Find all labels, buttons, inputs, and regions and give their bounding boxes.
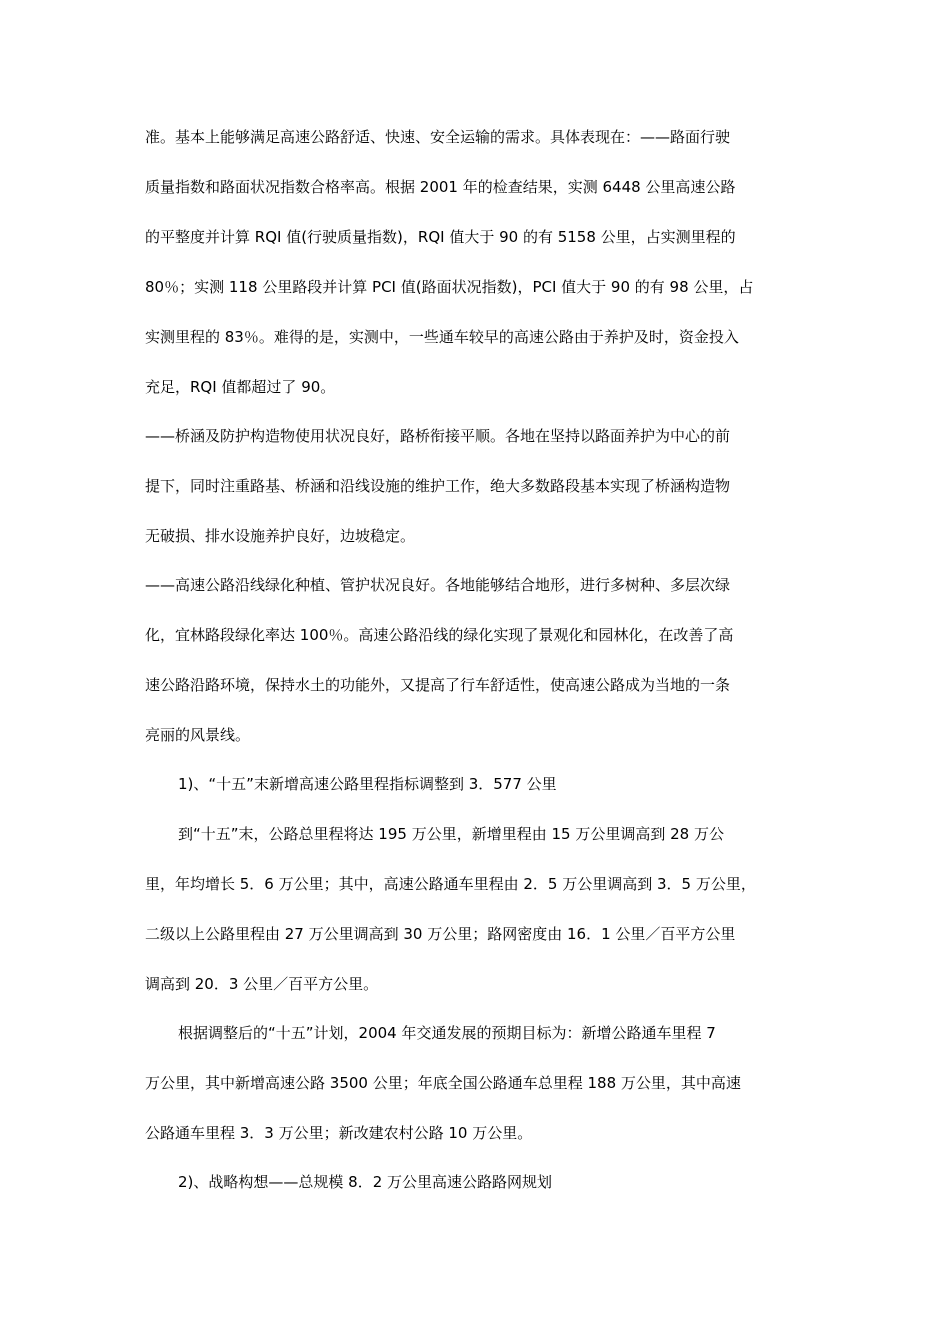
text-line: 万公里，其中新增高速公路 3500 公里；年底全国公路通车总里程 188 万公里，其中高速 [145, 1074, 741, 1092]
text-line: 充足，RQI 值都超过了 90。 [145, 378, 336, 396]
text-line: 80％；实测 118 公里路段并计算 PCI 值(路面状况指数)，PCI 值大于 90 的有 98 公里，占 [145, 278, 754, 296]
text-line: 根据调整后的“十五”计划，2004 年交通发展的预期目标为：新增公路通车里程 7 [178, 1024, 716, 1042]
section-heading: 2)、战略构想——总规模 8．2 万公里高速公路路网规划 [178, 1173, 553, 1191]
text-line: 亮丽的风景线。 [145, 726, 251, 744]
text-line: 准。基本上能够满足高速公路舒适、快速、安全运输的需求。具体表现在：——路面行驶 [145, 128, 731, 146]
text-line: 质量指数和路面状况指数合格率高。根据 2001 年的检查结果，实测 6448 公里高速公路 [145, 178, 736, 196]
text-line: 化，宜林路段绿化率达 100％。高速公路沿线的绿化实现了景观化和园林化，在改善了高 [145, 626, 734, 644]
text-line: ——桥涵及防护构造物使用状况良好，路桥衔接平顺。各地在坚持以路面养护为中心的前 [145, 427, 731, 445]
text-line: 的平整度并计算 RQI 值(行驶质量指数)，RQI 值大于 90 的有 5158 公里，占实测里程的 [145, 228, 736, 246]
text-line: 到“十五”末，公路总里程将达 195 万公里，新增里程由 15 万公里调高到 28 万公 [178, 825, 724, 843]
text-line: 里，年均增长 5．6 万公里；其中，高速公路通车里程由 2．5 万公里调高到 3．5 万公里， [145, 875, 756, 893]
text-line: 二级以上公路里程由 27 万公里调高到 30 万公里；路网密度由 16．1 公里／百平方公里 [145, 925, 736, 943]
text-line: 公路通车里程 3．3 万公里；新改建农村公路 10 万公里。 [145, 1124, 533, 1142]
section-heading: 1)、“十五”末新增高速公路里程指标调整到 3．577 公里 [178, 775, 557, 793]
text-line: 无破损、排水设施养护良好，边坡稳定。 [145, 527, 416, 545]
text-line: 速公路沿路环境，保持水土的功能外，又提高了行车舒适性，使高速公路成为当地的一条 [145, 676, 731, 694]
text-line: ——高速公路沿线绿化种植、管护状况良好。各地能够结合地形，进行多树种、多层次绿 [145, 576, 731, 594]
text-line: 调高到 20．3 公里／百平方公里。 [145, 975, 379, 993]
text-line: 实测里程的 83％。难得的是，实测中，一些通车较早的高速公路由于养护及时，资金投入 [145, 328, 739, 346]
text-line: 提下，同时注重路基、桥涵和沿线设施的维护工作，绝大多数路段基本实现了桥涵构造物 [145, 477, 731, 495]
